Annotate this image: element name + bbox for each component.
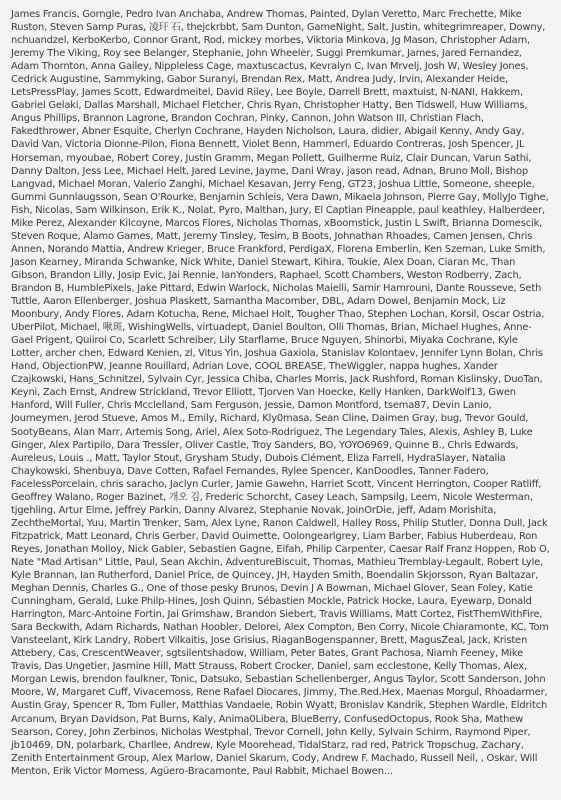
backer-names-paragraph: James Francis, Gorngle, Pedro Ivan Anchaba, Andrew Thomas, Painted, Dylan Veretto, Marc Frechette, Mike Ruston, Steven Samp Puras, 凌玕 石, thejckrbbt, Sam Dunton, GameNight, Salt, Justin, whitegrimreaper, Downy, nchuandzel, KerboKerbo, Connor Grant, Rod, mickey morbes, Viktoria Minkova, Jg Mason, Christopher Adam, Jeremy The Viking, Roy see Belanger, Stephanie, John Wheeler, Suggi Premkumar, James, Jared Fernandez, Adam Thornton, Anna Gailey, Nippleless Cage, maxtuscactus, Kevralyn C, Ivan Mrvelj, Josh W, Wesley Jones, Cedrick Augustine, Sammyking, Gabor Suranyi, Brendan Rex, Matt, Andrea Judy, Irvin, Alexander Heide, LetsPressPlay, James Scott, Edwardmeitel, David Riley, Lee Boyle, Darrell Brett, maxtuist, N-NANI, Hakkem, Gabriel Gelaki, Dallas Marshall, Michael Fletcher, Chris Ryan, Christopher Hatty, Ben Tidswell, Huw Williams, Angus Phillips, Brannon Lagrone, Brandon Cochran, Pinky, Cannon, John Watson III, Christian Flach, Fakedthrower, Abner Esquite, Cherlyn Cochrane, Hayden Nicholson, Laura, didier, Abigail Kenny, Andy Gay, David Van, Victoria Dionne-Pilon, Fiona Bennett, Violet Benn, Hammerl, Eduardo Contreras, Josh Spencer, JL Horseman, myoubae, Robert Corey, Justin Gramm, Megan Pollett, Guilherme Ruiz, Clair Duncan, Varun Sathi, Danny Dalton, Jess Lee, Michael Helt, Jared Levine, Jayme, Dani Wray, jason read, Adnan, Bruno Moll, Bishop Langvad, Michael Moran, Valerio Zanghi, Michael Kesavan, Jerry Feng, GT23, Joshua Little, Someone, sheeple, Gummi Gunnlaugsson, Sean O'Rourke, Benjamin Schleis, Vera Dawn, Mikaela Johnson, Pierre Gay, MollyJo Tighe, Fish, Nicolas, Sam Wilkinson, Erik K., Nolat, Pyro, Malthan, Jury, El Captian Pineapple, paul keathley, Halberdeer, Mike Perez, Alexander Kilcoyne, Marcos Flores, Nicholas Thomas, xBoomstick, Justin L Swift, Brianna Domescik, Steven Roque, Alamo Games, Matt, Jeremy Tinsley, Tesim, B Boots, Johnathan Rhoades, Camen Jensen, Chris Annen, Norando Mattia, Andrew Krieger, Bruce Frankford, PerdigaX, Florena Emberlin, Ken Szeman, Luke Smith, Jason Kearney, Miranda Schwanke, Nick White, Daniel Stewart, Kihira, Toukie, Alex Doan, Ciaran Mc, Than Gibson, Brandon Lilly, Josip Evic, Jai Rennie, IanYonders, Raphael, Scott Chambers, Weston Rodberry, Zach, Brandon B, HumblePixels, Jake Pittard, Edwin Warlock, Nicholas Maielli, Samir Hamrouni, Dante Rousseve, Seth Tuttle, Aaron Ellenberger, Joshua Plaskett, Samantha Macomber, DBL, Adam Dowel, Benjamin Mock, Liz Moonbury, Andy Flores, Adam Kotucha, Rene, Michael Holt, Tougher Thao, Stephen Lochan, Korsil, Oscar Ostria, UberPilot, Michael, 啾斑, WishingWells, virtuadept, Daniel Boulton, Olli Thomas, Brian, Michael Hughes, Anne-Gael Prigent, Quiiroi Co, Scarlett Schreiber, Lily Starflame, Bruce Nguyen, Shinorbi, Miyaka Cochrane, Kyle Lotter, archer chen, Edward Kenien, zl, Vitus Yin, Joshua Gaxiola, Stanislav Kolontaev, Jennifer Lynn Bolan, Chris Hand, ObjectionPW, Jeanne Rouillard, Adrian Love, COOL BREASE, TheWiggler, nappa hughes, Xander Czajkowski, Hans_Schnitzel, Sylvain Cyr, Jessica Chiba, Charles Morris, Jack Rushford, Roman Kislinsky, DuoTan, Keyni, Zach Ernst, Andrew Strickland, Trevor Elliott, Tjorven Van Hoecke, Kelly Hanken, DarkWolf13, Gwen Hanford, Will Fuller, Chris Mcclelland, Sam Ferguson, Jessie, Damon Montford, tsema87, Devin Lanio, Journeymen, Jerod Stueve, Amos M., Emily, Richard, Kly0masa, Sean Cline, Daimen Gray, bug, Trevor Gould, SootyBeans, Alan Marr, Artemis Song, Ariel, Alex Soto-Rodriguez, The Legendary Tales, Alexis, Ashley B, Luke Ginger, Alex Partipilo, Dara Tressler, Oliver Castle, Troy Sanders, BO, YOYO6969, Quinne B., Chris Edwards, Aureleus, Louis ., Matt, Taylor Stout, Grysham Study, Dubois Clément, Eliza Farrell, HydraSlayer, Natalia Chaykowski, Shenbuya, Dave Cotten, Rafael Fernandes, Rylee Spencer, KanDoodles, Tanner Fadero, FacelessPorcelain, chris saracho, Jaclyn Curler, Jamie Gawehn, Harriet Scott, Vincent Herrington, Cooper Ratliff, Geoffrey Walano, Roger Bazinet, 개오 김, Frederic Schorcht, Casey Leach, Sampsilg, Leem, Nicole Westerman, tjgehling, Artur Elme, Jeffrey Parkin, Danny Alvarez, Stephanie Novak, JoinOrDie, jeff, Adam Morishita, ZechtheMortal, Yuu, Martin Trenker, Sam, Alex Lyne, Ranon Caldwell, Halley Ross, Philip Stutler, Donna Dull, Jack Fitzpatrick, Matt Leonard, Chris Gerber, David Ouimette, Oolongearlgrey, Liam Barber, Fabius Huberdeau, Ron Reyes, Jonathan Molloy, Nick Gabler, Sebastien Gagne, Eifah, Philip Carpenter, Caesar Ralf Franz Hoppen, Rob O, Nate "Mad Artisan" Little, Paul, Sean Akchin, AdventureBiscuit, Thomas, Mathieu Tremblay-Legault, Robert Lyle, Kyle Brannan, Ian Rutherford, Daniel Price, de Quincey, JH, Hayden Smith, Boendalin Skjorsson, Ryan Baltazar, Meghan Dennis, Charles G., One of those pesky Brunos, Devin J A Bowman, Michael Glover, Sean Foley, Katie Cunningham, Gerald, Luke Philp-Hines, Josh Quinn, Sébastien Mockle, Patrick Hocke, Laura, Eyewarp, Donald Harrington, Marc-Antoine Fortin, Jai Grimshaw, Brandon Siebert, Travis Williams, Matt Cortez, FistThemWithFire, Sara Beckwith, Adam Richards, Nathan Hoobler, Delorei, Alex Compton, Ben Corry, Nicole Chiaramonte, KC, Tom Vansteelant, Kirk Landry, Robert Vilkaitis, Jose Grisius, RiaganBogenspanner, Brett, MagusZeal, Jack, Kristen Attebery, Cas, CrescentWeaver, sgtsilentshadow, William, Peter Bates, Grant Pachosa, Niamh Feeney, Mike Travis, Das Ungetier, Jasmine Hill, Matt Strauss, Robert Crocker, Daniel, sam ecclestone, Kelly Thomas, Alex, Morgan Lewis, brendon faulkner, Tonic, Datsuko, Sebastian Schellenberger, Angus Taylor, Scott Sanderson, John Moore, W, Margaret Cuff, Vivacemoss, Rene Rafael Diocares, Jimmy, The.Red.Hex, Maenas Morgul, Rhoadarmer, Austin Gray, Spencer R, Tom Fuller, Matthias Vandaele, Robin Wyatt, Bronislav Kandrik, Stephen Wardle, Eldritch Arcanum, Bryan Davidson, Pat Burns, Kaly, Anima0Libera, BlueBerry, ConfusedOctopus, Rook Sha, Mathew Searson, Corey, John Zerbinos, Nicholas Westphal, Trevor Cornell, John Kelly, Sylvain Schirm, Raymond Piper, jb10469, DN, polarbark, Charllee, Andrew, Kyle Moorehead, TidalStarz, rad red, Patrick Tropschug, Zachary, Zenith Entertainment Group, Alex Marlow, Daniel Skarum, Cody, Andrew F. Machado, Russell Neil, , Oskar, Will Menton, Erik Victor Morness, Agüero-Bracamonte, Paul Rabbit, Michael Bowen... bbox=[11, 9, 550, 777]
